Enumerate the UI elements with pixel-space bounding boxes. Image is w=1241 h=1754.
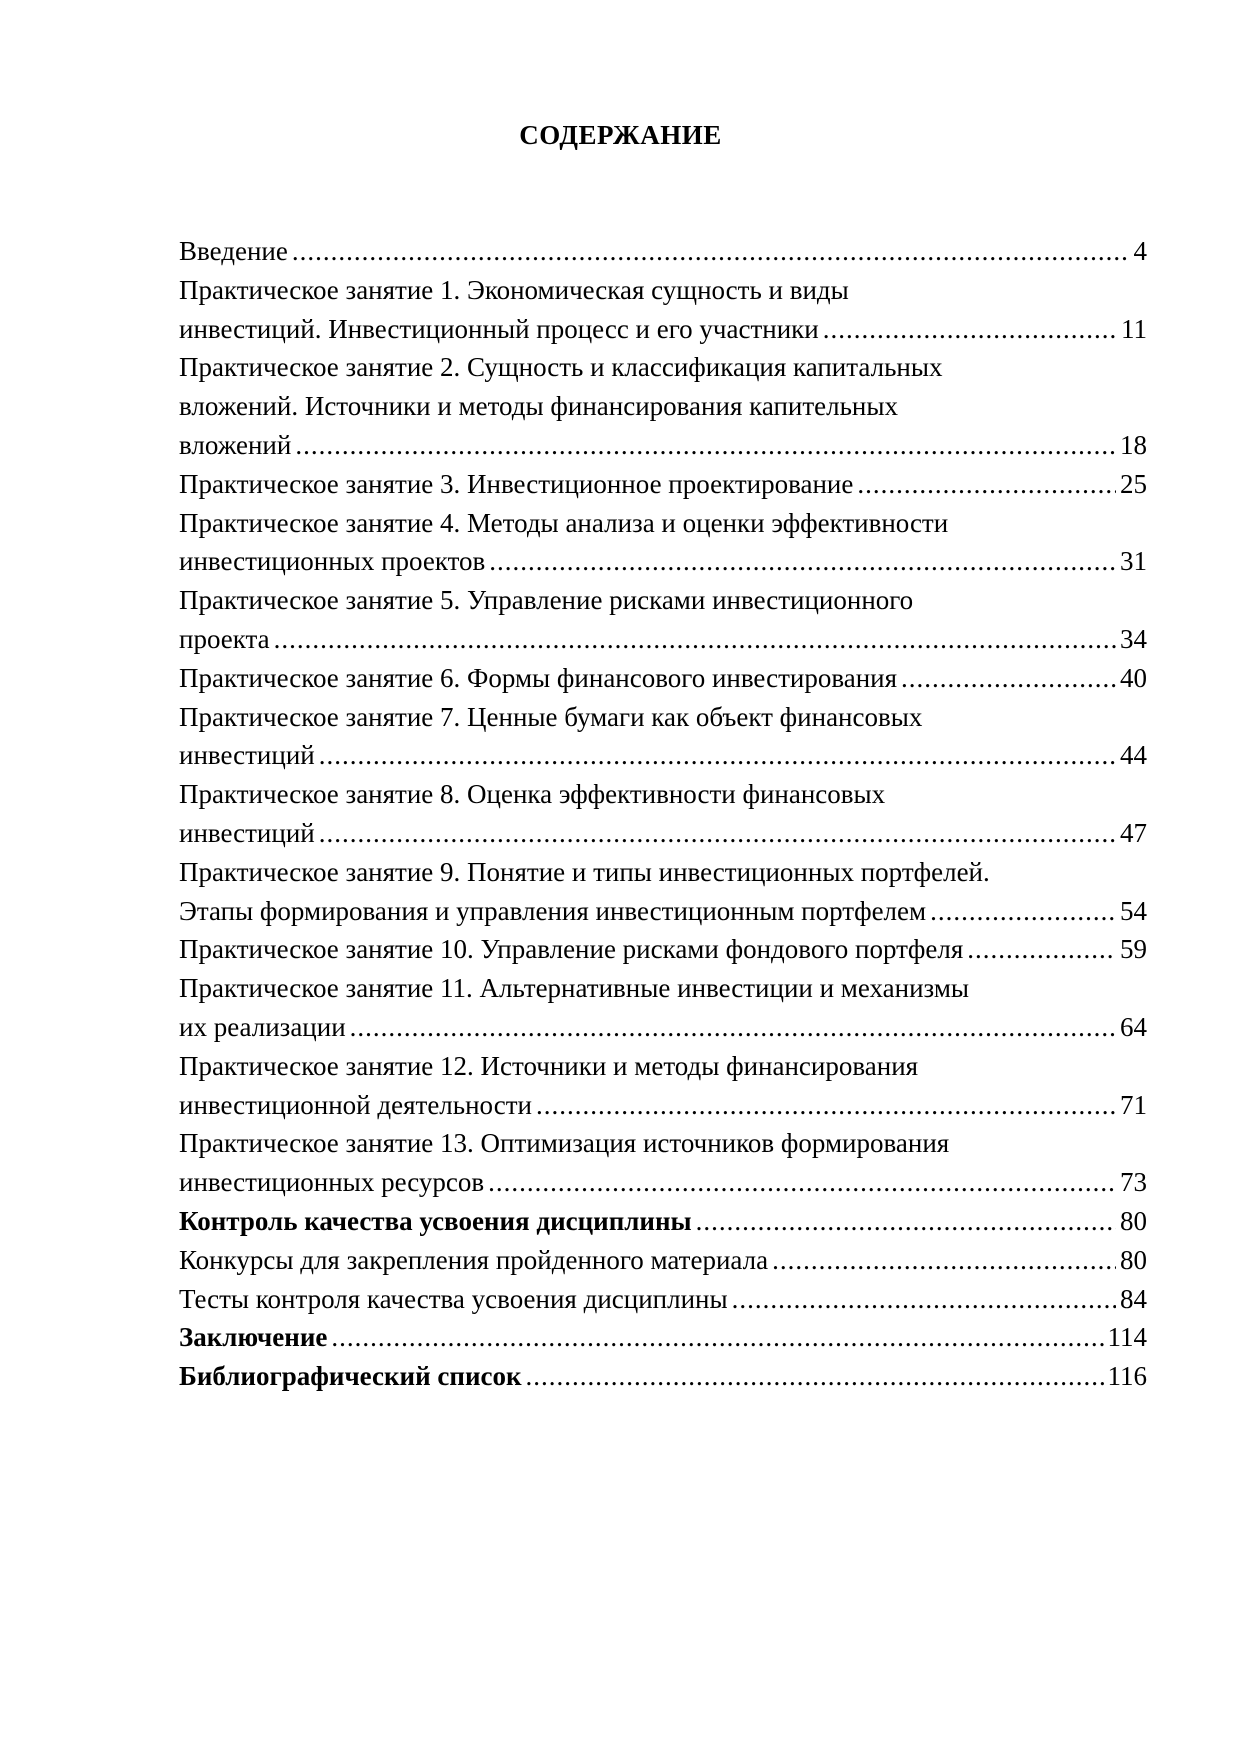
toc-entry-text: Практическое занятие 6. Формы финансового инвестирования	[179, 662, 898, 693]
toc-page-number: 31	[1120, 546, 1147, 577]
toc-page-number: 71	[1120, 1089, 1147, 1120]
toc-entry-text: Конкурсы для закрепления пройденного материала	[179, 1244, 769, 1275]
toc-entry[interactable]	[179, 1202, 1147, 1241]
toc-page-number: 54	[1120, 895, 1147, 926]
toc-entry-text: инвестиций	[179, 740, 315, 771]
dot-leader	[319, 736, 1116, 775]
toc-page-number: 59	[1120, 934, 1147, 965]
toc-entry[interactable]	[179, 1241, 1147, 1280]
toc-page-number: 40	[1120, 662, 1147, 693]
toc-page-number: 4	[1133, 236, 1147, 266]
dot-leader	[536, 1086, 1116, 1125]
dot-leader	[696, 1202, 1116, 1241]
dot-leader	[901, 659, 1116, 698]
toc-entry[interactable]	[179, 1124, 1147, 1202]
page-title: СОДЕРЖАНИЕ	[519, 120, 722, 150]
table-of-contents	[179, 232, 1147, 1396]
dot-leader	[319, 814, 1116, 853]
toc-entry-text: Практическое занятие 3. Инвестиционное проектирование	[179, 468, 854, 499]
toc-entry[interactable]	[179, 659, 1147, 698]
dot-leader	[732, 1280, 1116, 1319]
dot-leader	[526, 1357, 1104, 1396]
toc-page-number: 73	[1120, 1167, 1147, 1198]
toc-entry-text: Этапы формирования и управления инвестиционным портфелем	[179, 895, 927, 926]
toc-page-number: 11	[1121, 313, 1147, 344]
toc-entry-text: Практическое занятие 7. Ценные бумаги как объект финансовых	[179, 701, 923, 732]
toc-entry-text: инвестиций. Инвестиционный процесс и его участники	[179, 313, 819, 344]
toc-entry[interactable]	[179, 930, 1147, 969]
toc-page-number: 44	[1120, 740, 1147, 771]
toc-entry-text: Практическое занятие 1. Экономическая сущность и виды	[179, 274, 849, 305]
dot-leader	[331, 1318, 1103, 1357]
toc-page-number: 47	[1120, 817, 1147, 848]
toc-entry-text: Практическое занятие 2. Сущность и классификация капитальных	[179, 352, 943, 383]
toc-entry[interactable]	[179, 698, 1147, 776]
toc-entry-text: Практическое занятие 11. Альтернативные инвестиции и механизмы	[179, 973, 970, 1004]
toc-page-number: 116	[1107, 1361, 1147, 1392]
toc-entry-text: Практическое занятие 12. Источники и методы финансирования	[179, 1050, 919, 1081]
toc-page-number: 80	[1120, 1244, 1147, 1275]
toc-entry-text: вложений	[179, 429, 292, 460]
toc-entry-text: Библиографический список	[179, 1361, 522, 1392]
dot-leader	[930, 892, 1116, 931]
dot-leader	[292, 232, 1130, 271]
toc-entry[interactable]	[179, 775, 1147, 853]
toc-entry-text: Практическое занятие 8. Оценка эффективности финансовых	[179, 779, 886, 810]
toc-entry-text: Практическое занятие 5. Управление рисками инвестиционного	[179, 585, 914, 616]
toc-entry-text: Практическое занятие 4. Методы анализа и оценки эффективности	[179, 507, 949, 538]
toc-page-number: 25	[1120, 468, 1147, 499]
dot-leader	[488, 1163, 1116, 1202]
toc-entry[interactable]	[179, 271, 1147, 349]
toc-page-number: 84	[1120, 1283, 1147, 1314]
toc-entry-text: Практическое занятие 9. Понятие и типы инвестиционных портфелей.	[179, 856, 990, 887]
dot-leader	[967, 930, 1116, 969]
toc-entry-text: Контроль качества усвоения дисциплины	[179, 1205, 692, 1236]
toc-entry-text: проекта	[179, 623, 270, 654]
dot-leader	[350, 1008, 1116, 1047]
toc-entry[interactable]	[179, 1318, 1147, 1357]
toc-page-number: 64	[1120, 1011, 1147, 1042]
toc-page-number: 34	[1120, 623, 1147, 654]
toc-entry[interactable]	[179, 1280, 1147, 1319]
toc-entry[interactable]	[179, 232, 1147, 271]
dot-leader	[295, 426, 1116, 465]
toc-page-number: 18	[1120, 429, 1147, 460]
toc-entry[interactable]	[179, 1047, 1147, 1125]
toc-entry[interactable]	[179, 1357, 1147, 1396]
toc-entry-text: инвестиционных ресурсов	[179, 1167, 485, 1198]
toc-page-number: 80	[1120, 1205, 1147, 1236]
toc-entry-text: Введение	[179, 236, 288, 266]
toc-page-number: 114	[1107, 1322, 1147, 1353]
toc-entry[interactable]	[179, 853, 1147, 931]
toc-entry-text: вложений. Источники и методы финансирования капительных	[179, 391, 899, 422]
dot-leader	[823, 310, 1117, 349]
toc-entry-text: инвестиционной деятельности	[179, 1089, 532, 1120]
toc-entry[interactable]	[179, 504, 1147, 582]
toc-entry-text: их реализации	[179, 1011, 346, 1042]
dot-leader	[274, 620, 1116, 659]
toc-entry-text: инвестиций	[179, 817, 315, 848]
toc-entry[interactable]	[179, 465, 1147, 504]
toc-entry[interactable]	[179, 969, 1147, 1047]
dot-leader	[857, 465, 1116, 504]
dot-leader	[772, 1241, 1116, 1280]
toc-entry-text: Практическое занятие 13. Оптимизация источников формирования	[179, 1128, 950, 1159]
toc-entry-text: Практическое занятие 10. Управление рисками фондового портфеля	[179, 934, 964, 965]
toc-entry[interactable]	[179, 581, 1147, 659]
toc-entry[interactable]	[179, 348, 1147, 464]
toc-entry-text: Заключение	[179, 1322, 328, 1353]
toc-entry-text: инвестиционных проектов	[179, 546, 486, 577]
toc-entry-text: Тесты контроля качества усвоения дисциплины	[179, 1283, 728, 1314]
dot-leader	[489, 542, 1116, 581]
